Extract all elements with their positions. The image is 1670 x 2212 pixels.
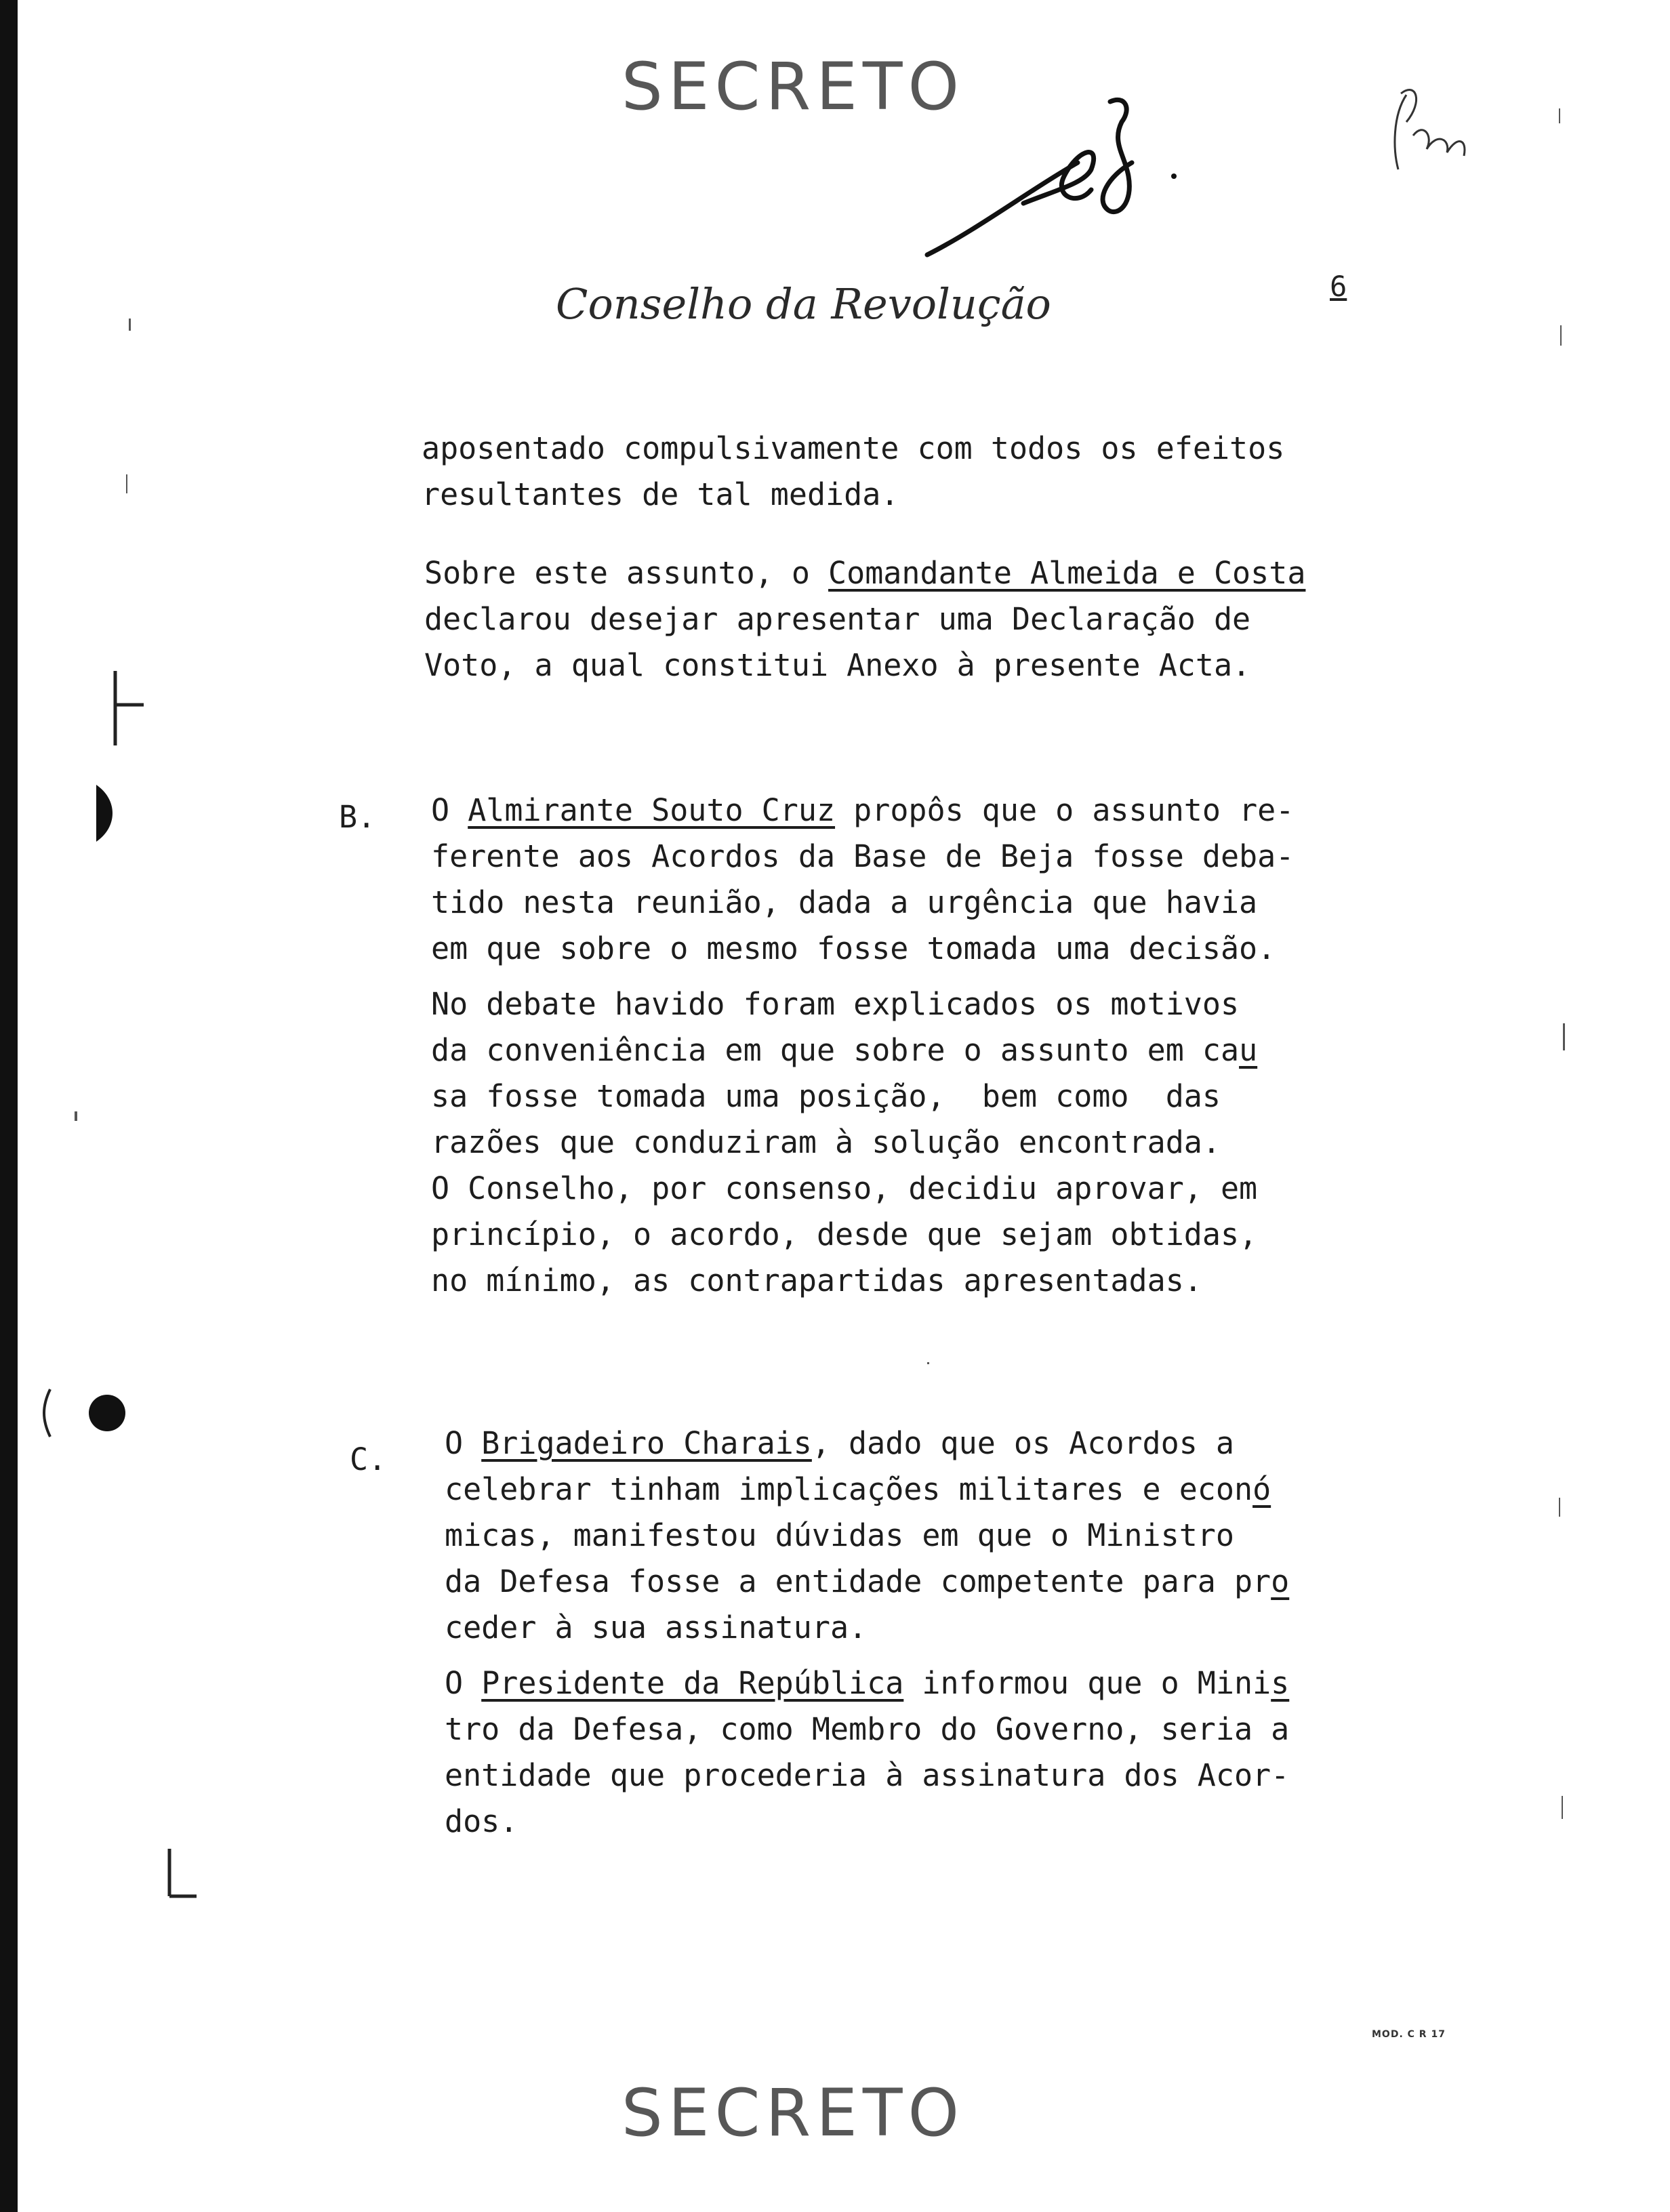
text-line: micas, manifestou dúvidas em que o Ministro — [445, 1517, 1234, 1553]
text-line: Voto, a qual constitui Anexo à presente Acta. — [424, 647, 1251, 683]
underlined-name: Presidente da República — [481, 1665, 904, 1701]
scan-speck — [129, 319, 131, 331]
text-line — [445, 1467, 1289, 1513]
form-code: MOD. C R 17 — [1372, 2029, 1446, 2040]
text-run: da Defesa fosse a entidade competente para pr — [445, 1563, 1271, 1599]
underlined-letter: u — [1239, 1032, 1258, 1068]
text-line — [424, 550, 1305, 596]
scan-speck — [75, 1111, 77, 1121]
scan-speck — [1560, 325, 1562, 346]
underlined-name: Comandante Almeida e Costa — [828, 555, 1306, 591]
text-line — [445, 1420, 1289, 1467]
classification-stamp-bottom: SECRETO — [621, 2075, 965, 2151]
text-line — [431, 787, 1294, 834]
text-line: ceder à sua assinatura. — [445, 1610, 868, 1645]
scan-speck — [927, 1362, 929, 1364]
scan-speck — [1562, 1796, 1563, 1819]
letterhead: Conselho da Revolução — [556, 279, 1051, 329]
text-line: declarou desejar apresentar uma Declaração de — [424, 601, 1251, 637]
text-line: O Conselho, por consenso, decidiu aprovar, em — [431, 1170, 1258, 1206]
text-line: no mínimo, as contrapartidas apresentadas. — [431, 1263, 1202, 1298]
margin-corner-mark — [163, 1849, 203, 1903]
text-run: Sobre este assunto, o — [424, 555, 829, 591]
scan-speck — [126, 474, 127, 493]
margin-tick-mark — [95, 671, 156, 745]
text-line: aposentado compulsivamente com todos os efeitos — [422, 430, 1285, 466]
underlined-letter: o — [1271, 1563, 1290, 1599]
text-run: O — [445, 1665, 482, 1701]
text-line: princípio, o acordo, desde que sejam obtidas, — [431, 1216, 1258, 1252]
binding-edge — [0, 0, 18, 2212]
text-line: No debate havido foram explicados os motivos — [431, 986, 1240, 1022]
vote-declaration-paragraph — [424, 550, 1305, 689]
text-run: informou que o Mini — [903, 1665, 1271, 1701]
item-c-section — [445, 1420, 1289, 1845]
handwritten-signature — [922, 95, 1193, 264]
text-run: da conveniência em que sobre o assunto em ca — [431, 1032, 1240, 1068]
text-run: propôs que o assunto re- — [835, 792, 1295, 828]
classification-stamp-top: SECRETO — [621, 49, 965, 125]
item-letter-b: B. — [339, 799, 376, 835]
item-b-section — [431, 787, 1294, 1304]
text-line: sa fosse tomada uma posição, bem como das — [431, 1078, 1221, 1114]
scan-speck — [1559, 1498, 1560, 1517]
text-run: , dado que os Acordos a — [811, 1425, 1234, 1461]
underlined-letter: ó — [1252, 1471, 1271, 1507]
text-run: O — [431, 792, 468, 828]
intro-paragraph — [422, 426, 1284, 518]
punch-hole-mark — [41, 1382, 136, 1443]
punch-hole-mark — [91, 779, 131, 847]
page-number: 6 — [1330, 270, 1347, 303]
text-line: razões que conduziram à solução encontrada. — [431, 1124, 1221, 1160]
text-line: entidade que procederia à assinatura dos Acor- — [445, 1757, 1290, 1793]
item-letter-c: C. — [350, 1441, 387, 1477]
text-run: celebrar tinham implicações militares e econ — [445, 1471, 1253, 1507]
underlined-letter: s — [1271, 1665, 1290, 1701]
text-line: ferente aos Acordos da Base de Beja fosse deba- — [431, 838, 1295, 874]
text-line: tido nesta reunião, dada a urgência que havia — [431, 884, 1258, 920]
text-run: O — [445, 1425, 482, 1461]
text-line — [445, 1559, 1289, 1605]
text-line: dos. — [445, 1803, 518, 1839]
text-line: em que sobre o mesmo fosse tomada uma decisão. — [431, 930, 1276, 966]
text-line — [445, 1660, 1289, 1706]
underlined-name: Almirante Souto Cruz — [468, 792, 836, 828]
scan-speck — [1563, 1023, 1565, 1050]
underlined-name: Brigadeiro Charais — [481, 1425, 812, 1461]
text-line — [431, 1027, 1294, 1073]
text-line: resultantes de tal medida. — [422, 476, 899, 512]
handwritten-initials — [1386, 75, 1474, 183]
text-line: tro da Defesa, como Membro do Governo, seria a — [445, 1711, 1290, 1747]
